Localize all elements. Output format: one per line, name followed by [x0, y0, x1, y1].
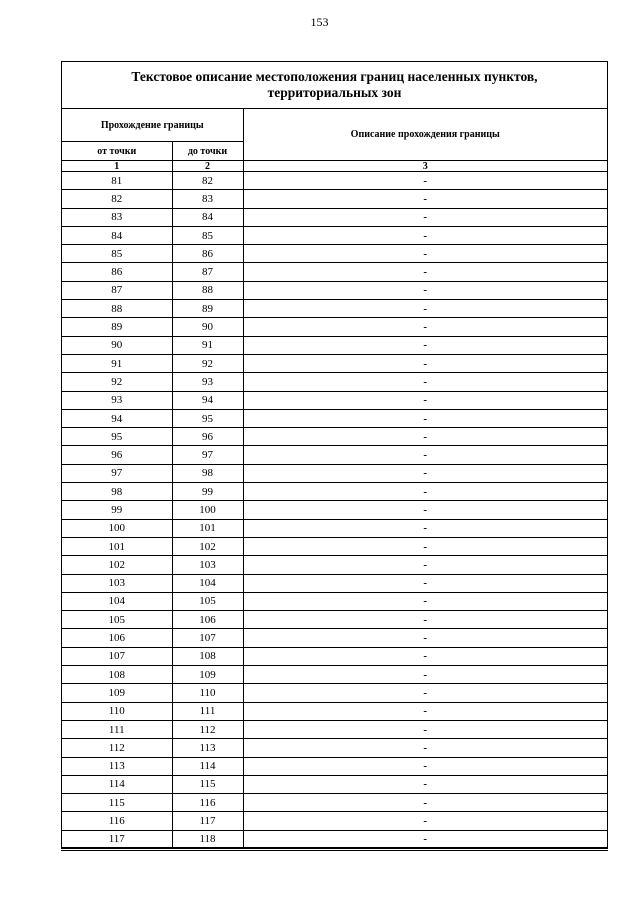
cell-description: - — [243, 446, 607, 464]
table-row — [62, 391, 607, 409]
table-row — [62, 428, 607, 446]
cell-description: - — [243, 190, 607, 208]
cell-to-point: 118 — [172, 830, 243, 848]
cell-from-point: 100 — [62, 519, 172, 537]
table-row — [62, 245, 607, 263]
cell-from-point: 85 — [62, 245, 172, 263]
cell-to-point: 99 — [172, 483, 243, 501]
table-row — [62, 354, 607, 372]
cell-to-point: 101 — [172, 519, 243, 537]
cell-to-point: 112 — [172, 720, 243, 738]
header-description: Описание прохождения границы — [243, 109, 607, 161]
cell-description: - — [243, 226, 607, 244]
table-row — [62, 537, 607, 555]
cell-from-point: 111 — [62, 720, 172, 738]
cell-from-point: 93 — [62, 391, 172, 409]
cell-to-point: 90 — [172, 318, 243, 336]
cell-to-point: 117 — [172, 812, 243, 830]
cell-from-point: 103 — [62, 574, 172, 592]
cell-to-point: 107 — [172, 629, 243, 647]
column-number-3: 3 — [243, 161, 607, 172]
cell-to-point: 96 — [172, 428, 243, 446]
header-boundary-passage: Прохождение границы — [62, 109, 243, 142]
table-row — [62, 373, 607, 391]
table-row — [62, 446, 607, 464]
cell-from-point: 99 — [62, 501, 172, 519]
cell-from-point: 101 — [62, 537, 172, 555]
table-row — [62, 281, 607, 299]
bottom-rule — [61, 847, 608, 848]
table-row — [62, 739, 607, 757]
cell-description: - — [243, 208, 607, 226]
cell-from-point: 82 — [62, 190, 172, 208]
table-row — [62, 611, 607, 629]
cell-to-point: 104 — [172, 574, 243, 592]
cell-from-point: 90 — [62, 336, 172, 354]
cell-from-point: 117 — [62, 830, 172, 848]
cell-to-point: 82 — [172, 172, 243, 190]
title-line-1: Текстовое описание местоположения границ населенных пунктов, — [131, 69, 538, 84]
cell-to-point: 113 — [172, 739, 243, 757]
table-row — [62, 208, 607, 226]
cell-description: - — [243, 519, 607, 537]
cell-from-point: 97 — [62, 464, 172, 482]
cell-from-point: 105 — [62, 611, 172, 629]
cell-description: - — [243, 300, 607, 318]
table-row — [62, 684, 607, 702]
table-row — [62, 775, 607, 793]
table-row — [62, 300, 607, 318]
cell-from-point: 104 — [62, 592, 172, 610]
table-row — [62, 483, 607, 501]
cell-to-point: 108 — [172, 647, 243, 665]
cell-from-point: 107 — [62, 647, 172, 665]
cell-to-point: 94 — [172, 391, 243, 409]
cell-description: - — [243, 812, 607, 830]
cell-to-point: 116 — [172, 794, 243, 812]
cell-from-point: 83 — [62, 208, 172, 226]
table-row — [62, 830, 607, 848]
cell-description: - — [243, 592, 607, 610]
table-row — [62, 409, 607, 427]
cell-to-point: 88 — [172, 281, 243, 299]
table-row — [62, 318, 607, 336]
cell-from-point: 91 — [62, 354, 172, 372]
cell-to-point: 103 — [172, 556, 243, 574]
cell-description: - — [243, 318, 607, 336]
cell-from-point: 109 — [62, 684, 172, 702]
cell-description: - — [243, 354, 607, 372]
table-row — [62, 336, 607, 354]
header-from-point: от точки — [62, 142, 172, 161]
cell-description: - — [243, 281, 607, 299]
table-body — [62, 172, 607, 849]
cell-description: - — [243, 172, 607, 190]
cell-description: - — [243, 739, 607, 757]
cell-to-point: 95 — [172, 409, 243, 427]
cell-from-point: 106 — [62, 629, 172, 647]
cell-from-point: 92 — [62, 373, 172, 391]
cell-from-point: 81 — [62, 172, 172, 190]
cell-description: - — [243, 757, 607, 775]
boundary-document — [61, 61, 608, 849]
cell-to-point: 98 — [172, 464, 243, 482]
header-to-point: до точки — [172, 142, 243, 161]
cell-from-point: 110 — [62, 702, 172, 720]
bottom-rule-double — [61, 850, 608, 851]
table-row — [62, 757, 607, 775]
cell-from-point: 95 — [62, 428, 172, 446]
cell-description: - — [243, 702, 607, 720]
cell-from-point: 94 — [62, 409, 172, 427]
cell-description: - — [243, 409, 607, 427]
cell-description: - — [243, 775, 607, 793]
cell-description: - — [243, 629, 607, 647]
cell-to-point: 106 — [172, 611, 243, 629]
cell-from-point: 113 — [62, 757, 172, 775]
cell-to-point: 114 — [172, 757, 243, 775]
cell-description: - — [243, 464, 607, 482]
table-row — [62, 190, 607, 208]
cell-from-point: 112 — [62, 739, 172, 757]
table-row — [62, 501, 607, 519]
cell-description: - — [243, 574, 607, 592]
cell-to-point: 84 — [172, 208, 243, 226]
cell-to-point: 110 — [172, 684, 243, 702]
cell-from-point: 108 — [62, 666, 172, 684]
cell-description: - — [243, 391, 607, 409]
cell-description: - — [243, 483, 607, 501]
cell-from-point: 114 — [62, 775, 172, 793]
cell-from-point: 102 — [62, 556, 172, 574]
table-row — [62, 592, 607, 610]
cell-to-point: 87 — [172, 263, 243, 281]
cell-from-point: 86 — [62, 263, 172, 281]
cell-description: - — [243, 684, 607, 702]
cell-to-point: 111 — [172, 702, 243, 720]
boundary-table — [62, 109, 607, 849]
cell-from-point: 98 — [62, 483, 172, 501]
table-row — [62, 794, 607, 812]
table-row — [62, 812, 607, 830]
document-title — [62, 62, 607, 109]
table-row — [62, 519, 607, 537]
cell-description: - — [243, 666, 607, 684]
cell-description: - — [243, 611, 607, 629]
page-number: 153 — [310, 15, 329, 29]
cell-from-point: 84 — [62, 226, 172, 244]
cell-to-point: 85 — [172, 226, 243, 244]
table-row — [62, 464, 607, 482]
cell-from-point: 96 — [62, 446, 172, 464]
cell-to-point: 89 — [172, 300, 243, 318]
cell-description: - — [243, 336, 607, 354]
cell-from-point: 89 — [62, 318, 172, 336]
cell-to-point: 83 — [172, 190, 243, 208]
cell-to-point: 92 — [172, 354, 243, 372]
table-row — [62, 226, 607, 244]
cell-from-point: 116 — [62, 812, 172, 830]
cell-to-point: 100 — [172, 501, 243, 519]
cell-to-point: 93 — [172, 373, 243, 391]
cell-to-point: 105 — [172, 592, 243, 610]
column-number-1: 1 — [62, 161, 172, 172]
table-row — [62, 720, 607, 738]
table-row — [62, 263, 607, 281]
cell-to-point: 102 — [172, 537, 243, 555]
cell-to-point: 91 — [172, 336, 243, 354]
cell-description: - — [243, 245, 607, 263]
table-row — [62, 172, 607, 190]
cell-description: - — [243, 537, 607, 555]
cell-description: - — [243, 794, 607, 812]
cell-description: - — [243, 556, 607, 574]
table-row — [62, 702, 607, 720]
cell-from-point: 87 — [62, 281, 172, 299]
cell-to-point: 97 — [172, 446, 243, 464]
cell-description: - — [243, 830, 607, 848]
cell-from-point: 115 — [62, 794, 172, 812]
cell-to-point: 109 — [172, 666, 243, 684]
cell-to-point: 115 — [172, 775, 243, 793]
table-row — [62, 556, 607, 574]
cell-description: - — [243, 373, 607, 391]
cell-description: - — [243, 263, 607, 281]
cell-description: - — [243, 720, 607, 738]
table-row — [62, 574, 607, 592]
cell-from-point: 88 — [62, 300, 172, 318]
table-row — [62, 647, 607, 665]
cell-to-point: 86 — [172, 245, 243, 263]
table-row — [62, 629, 607, 647]
cell-description: - — [243, 501, 607, 519]
title-line-2: территориальных зон — [267, 85, 402, 100]
cell-description: - — [243, 428, 607, 446]
table-row — [62, 666, 607, 684]
column-number-2: 2 — [172, 161, 243, 172]
cell-description: - — [243, 647, 607, 665]
